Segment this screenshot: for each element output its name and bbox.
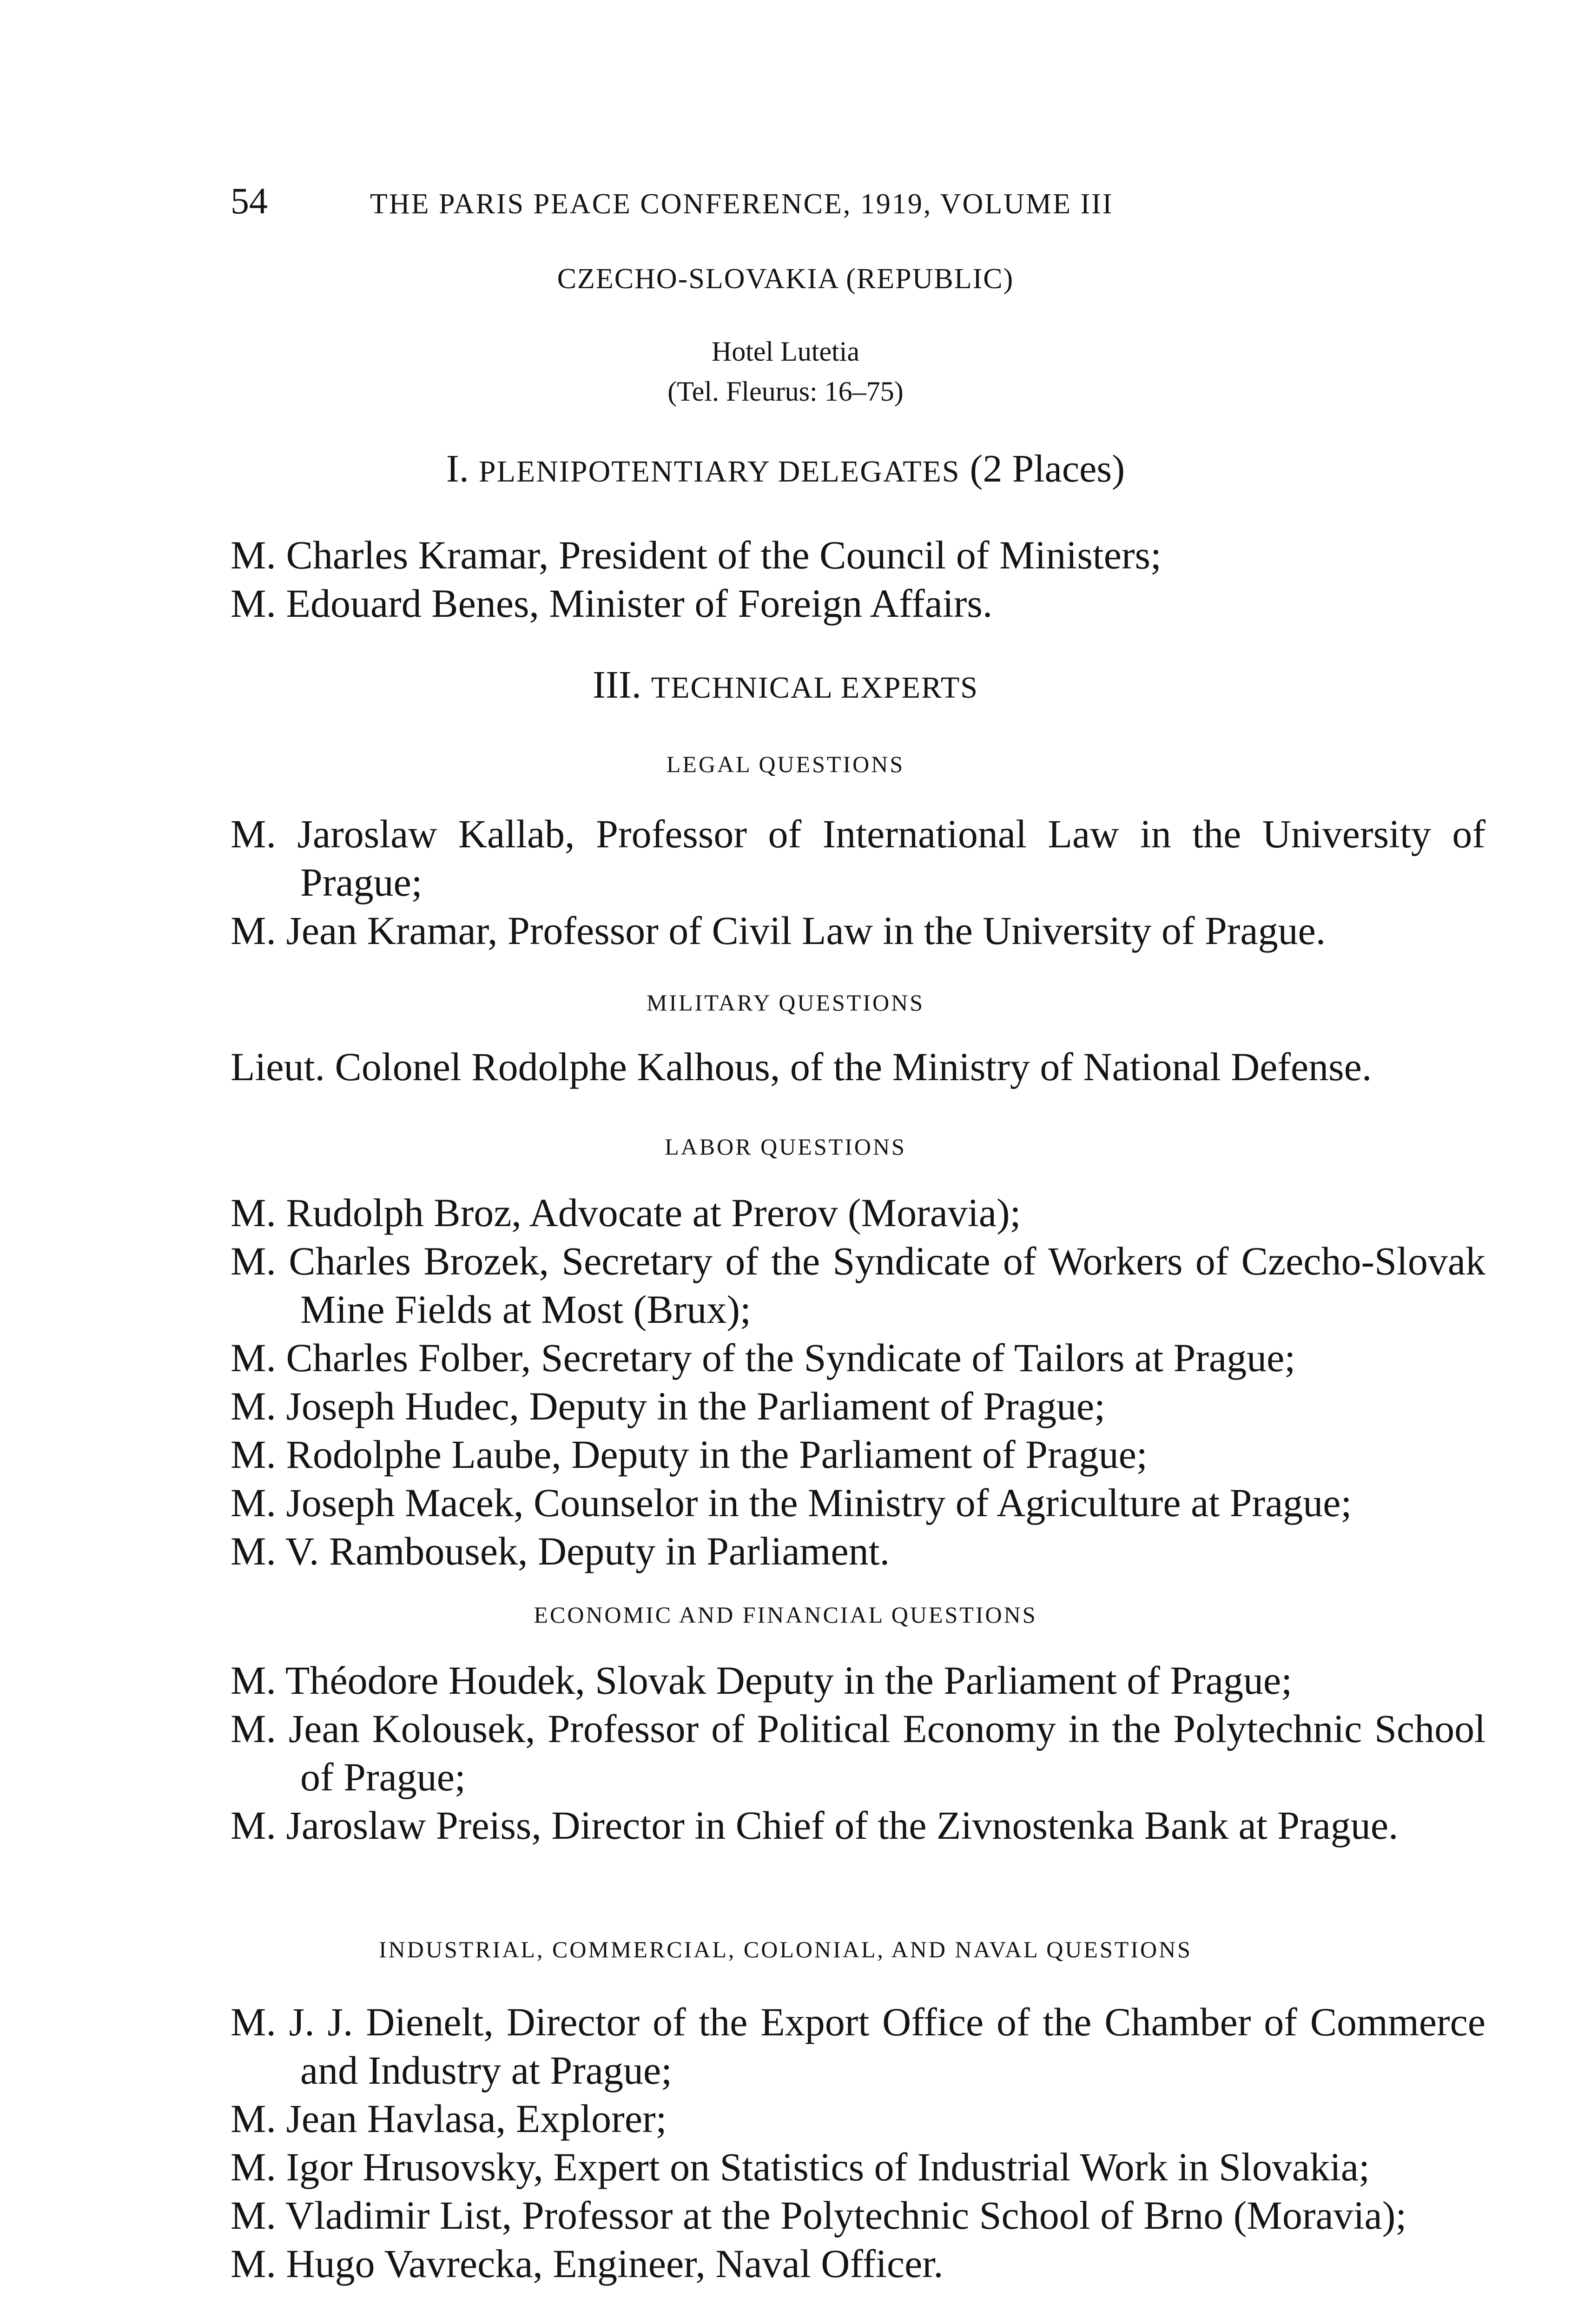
military-list xyxy=(231,1043,1485,1091)
list-item: M. Jean Kolousek, Professor of Political Economy in the Polytechnic School of Prague; xyxy=(231,1706,1485,1799)
list-item: M. Jean Kramar, Professor of Civil Law in the University of Prague. xyxy=(231,908,1326,953)
list-item: M. Hugo Vavrecka, Engineer, Naval Officer. xyxy=(231,2241,944,2286)
subheading-labor: LABOR QUESTIONS xyxy=(665,1134,906,1160)
address-line-2: (Tel. Fleurus: 16–75) xyxy=(667,376,904,407)
list-item: M. J. J. Dienelt, Director of the Export Office of the Chamber of Commerce and Industry at Prague; xyxy=(231,2000,1485,2093)
section-numeral: III. xyxy=(592,663,641,706)
list-item: M. Théodore Houdek, Slovak Deputy in the Parliament of Prague; xyxy=(231,1658,1293,1703)
subheading-military: MILITARY QUESTIONS xyxy=(646,990,925,1016)
list-item: M. Charles Brozek, Secretary of the Syndicate of Workers of Czecho-Slovak Mine Fields at Most (Brux); xyxy=(231,1239,1485,1332)
list-item: M. Charles Folber, Secretary of the Syndicate of Tailors at Prague; xyxy=(231,1335,1296,1380)
section-heading-technical xyxy=(0,662,1571,707)
legal-list xyxy=(231,810,1485,955)
list-item: M. Rudolph Broz, Advocate at Prerov (Moravia); xyxy=(231,1190,1021,1235)
list-item: M. Rodolphe Laube, Deputy in the Parliament of Prague; xyxy=(231,1432,1148,1477)
labor-list xyxy=(231,1188,1485,1575)
list-item: M. Edouard Benes, Minister of Foreign Affairs. xyxy=(231,581,993,626)
list-item: M. Jean Havlasa, Explorer; xyxy=(231,2096,667,2141)
page-number: 54 xyxy=(231,181,268,222)
list-item: M. V. Rambousek, Deputy in Parliament. xyxy=(231,1529,890,1573)
section-places: (2 Places) xyxy=(970,447,1125,490)
plenipotentiary-list xyxy=(231,531,1485,627)
delegation-title: CZECHO-SLOVAKIA (REPUBLIC) xyxy=(557,263,1014,295)
list-item: M. Jaroslaw Kallab, Professor of International Law in the University of Prague; xyxy=(231,812,1485,905)
section-title: PLENIPOTENTIARY DELEGATES xyxy=(478,455,960,489)
list-item: M. Jaroslaw Preiss, Director in Chief of the Zivnostenka Bank at Prague. xyxy=(231,1803,1399,1848)
list-item: M. Charles Kramar, President of the Council of Ministers; xyxy=(231,533,1162,577)
section-heading-plenipotentiary xyxy=(0,446,1571,491)
economic-list xyxy=(231,1656,1485,1849)
running-title: THE PARIS PEACE CONFERENCE, 1919, VOLUME III xyxy=(370,188,1114,220)
list-item: Lieut. Colonel Rodolphe Kalhous, of the Ministry of National Defense. xyxy=(231,1044,1372,1089)
address-line-1: Hotel Lutetia xyxy=(711,336,860,367)
subheading-industrial: INDUSTRIAL, COMMERCIAL, COLONIAL, AND NAVAL QUESTIONS xyxy=(379,1936,1192,1962)
section-title: TECHNICAL EXPERTS xyxy=(651,671,978,705)
list-item: M. Joseph Hudec, Deputy in the Parliament of Prague; xyxy=(231,1384,1106,1428)
list-item: M. Vladimir List, Professor at the Polytechnic School of Brno (Moravia); xyxy=(231,2193,1407,2238)
list-item: M. Igor Hrusovsky, Expert on Statistics of Industrial Work in Slovakia; xyxy=(231,2145,1370,2189)
list-item: M. Joseph Macek, Counselor in the Ministry of Agriculture at Prague; xyxy=(231,1480,1352,1525)
industrial-list xyxy=(231,1998,1485,2288)
subheading-economic: ECONOMIC AND FINANCIAL QUESTIONS xyxy=(534,1602,1037,1628)
subheading-legal: LEGAL QUESTIONS xyxy=(666,751,905,777)
section-numeral: I. xyxy=(446,447,469,490)
running-header xyxy=(231,180,1346,231)
